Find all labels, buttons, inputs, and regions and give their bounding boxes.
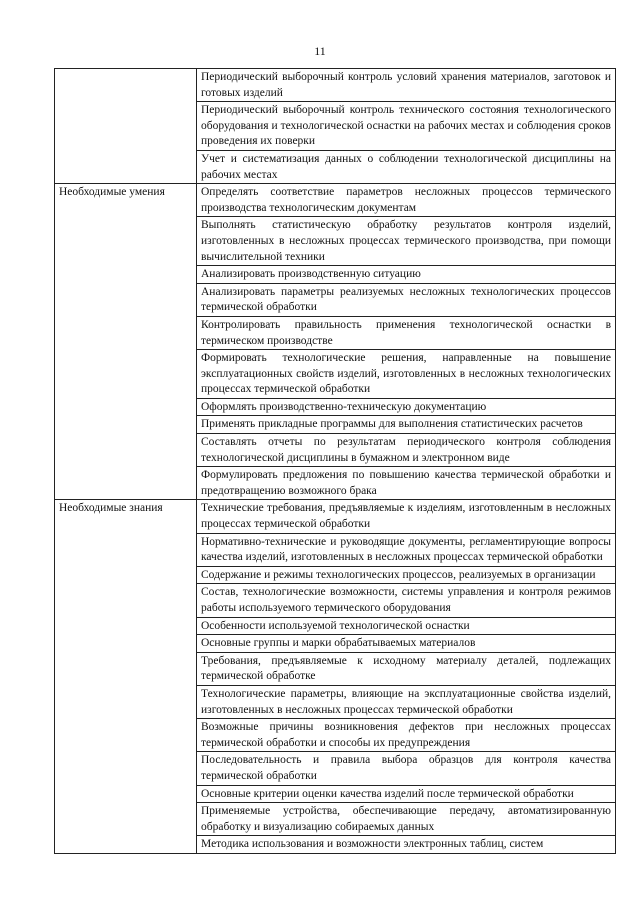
list-item: Содержание и режимы технологических процессов, реализуемых в организации (197, 567, 615, 585)
list-item: Периодический выборочный контроль условий хранения материалов, заготовок и готовых изделий (197, 69, 615, 102)
list-item: Выполнять статистическую обработку результатов контроля изделий, изготовленных в несложных процессах термического производства, при помощи вычислительной техники (197, 217, 615, 266)
competency-table (54, 68, 616, 854)
list-item: Учет и систематизация данных о соблюдении технологической дисциплины на рабочих местах (201, 152, 611, 181)
list-item: Последовательность и правила выбора образцов для контроля качества термической обработки (197, 752, 615, 785)
category-label: Необходимые знания (59, 502, 163, 515)
list-item: Технологические параметры, влияющие на эксплуатационные свойства изделий, изготовленных в несложных процессах термической обработки (197, 686, 615, 719)
table-row (55, 500, 616, 853)
list-item: Технические требования, предъявляемые к изделиям, изготовленным в несложных процессах термической обработки (197, 500, 615, 533)
list-item: Основные группы и марки обрабатываемых материалов (197, 635, 615, 653)
items-cell (197, 184, 616, 500)
list-item: Анализировать производственную ситуацию (197, 266, 615, 284)
category-label: Необходимые умения (59, 186, 165, 199)
page-number: 11 (314, 44, 326, 58)
list-item: Применять прикладные программы для выполнения статистических расчетов (197, 416, 615, 434)
category-cell (55, 184, 197, 500)
category-label (55, 69, 196, 71)
list-item: Контролировать правильность применения технологической оснастки в термическом производстве (197, 317, 615, 350)
table-row (55, 184, 616, 500)
list-item: Определять соответствие параметров несложных процессов термического производства технологическим документам (197, 184, 615, 217)
list-item: Возможные причины возникновения дефектов при несложных процессах термической обработки и способы их предупреждения (197, 719, 615, 752)
list-item: Основные критерии оценки качества изделий после термической обработки (197, 786, 615, 804)
category-cell (55, 69, 197, 184)
list-item: Особенности используемой технологической оснастки (197, 618, 615, 636)
list-item: Периодический выборочный контроль технического состояния технологического оборудования и технологической оснастки на рабочих местах и соблюдения сроков проведения их поверки (197, 102, 615, 151)
list-item: Применяемые устройства, обеспечивающие передачу, автоматизированную обработку и визуализацию собираемых данных (197, 803, 615, 836)
table-row (55, 69, 616, 184)
list-item: Формировать технологические решения, направленные на повышение эксплуатационных свойств изделий, изготовленных в несложных технологических процессах термической обработки (197, 350, 615, 399)
category-cell (55, 500, 197, 853)
list-item: Методика использования и возможности электронных таблиц, систем (201, 838, 544, 851)
list-item: Состав, технологические возможности, системы управления и контроля режимов работы используемого термического оборудования (197, 584, 615, 617)
items-cell (197, 500, 616, 853)
list-item: Оформлять производственно-техническую документацию (197, 399, 615, 417)
list-item: Требования, предъявляемые к исходному материалу деталей, подлежащих термической обработке (197, 653, 615, 686)
list-item: Анализировать параметры реализуемых несложных технологических процессов термической обработки (197, 284, 615, 317)
list-item: Формулировать предложения по повышению качества термической обработки и предотвращению возможного брака (201, 469, 611, 497)
list-item: Составлять отчеты по результатам периодического контроля соблюдения технологической дисциплины в бумажном и электронном виде (197, 434, 615, 467)
items-cell (197, 69, 616, 184)
list-item: Нормативно-технические и руководящие документы, регламентирующие вопросы качества изделий, изготовленных в несложных процессах термической обработки (197, 534, 615, 567)
